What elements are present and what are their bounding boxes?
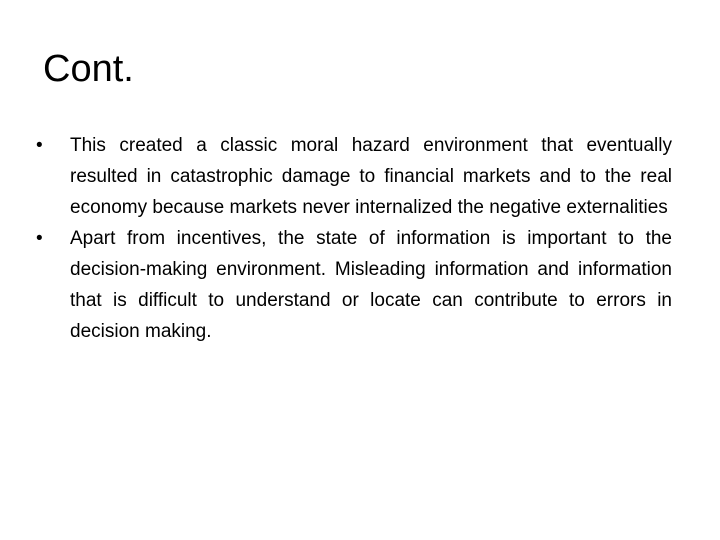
bullet-item-1 xyxy=(36,130,672,223)
slide-title: Cont. xyxy=(43,48,134,90)
bullet-marker: • xyxy=(36,228,43,249)
bullet-item-2 xyxy=(36,223,672,347)
bullet-list xyxy=(36,130,672,347)
bullet-marker: • xyxy=(36,135,43,156)
bullet-text: Apart from incentives, the state of information is important to the decision-making environment. Misleading information and information that is difficult to understand or locate can contribute to errors in decision making. xyxy=(70,228,672,342)
bullet-text: This created a classic moral hazard environment that eventually resulted in catastrophic damage to financial markets and to the real economy because markets never internalized the negative externalities xyxy=(70,135,672,218)
